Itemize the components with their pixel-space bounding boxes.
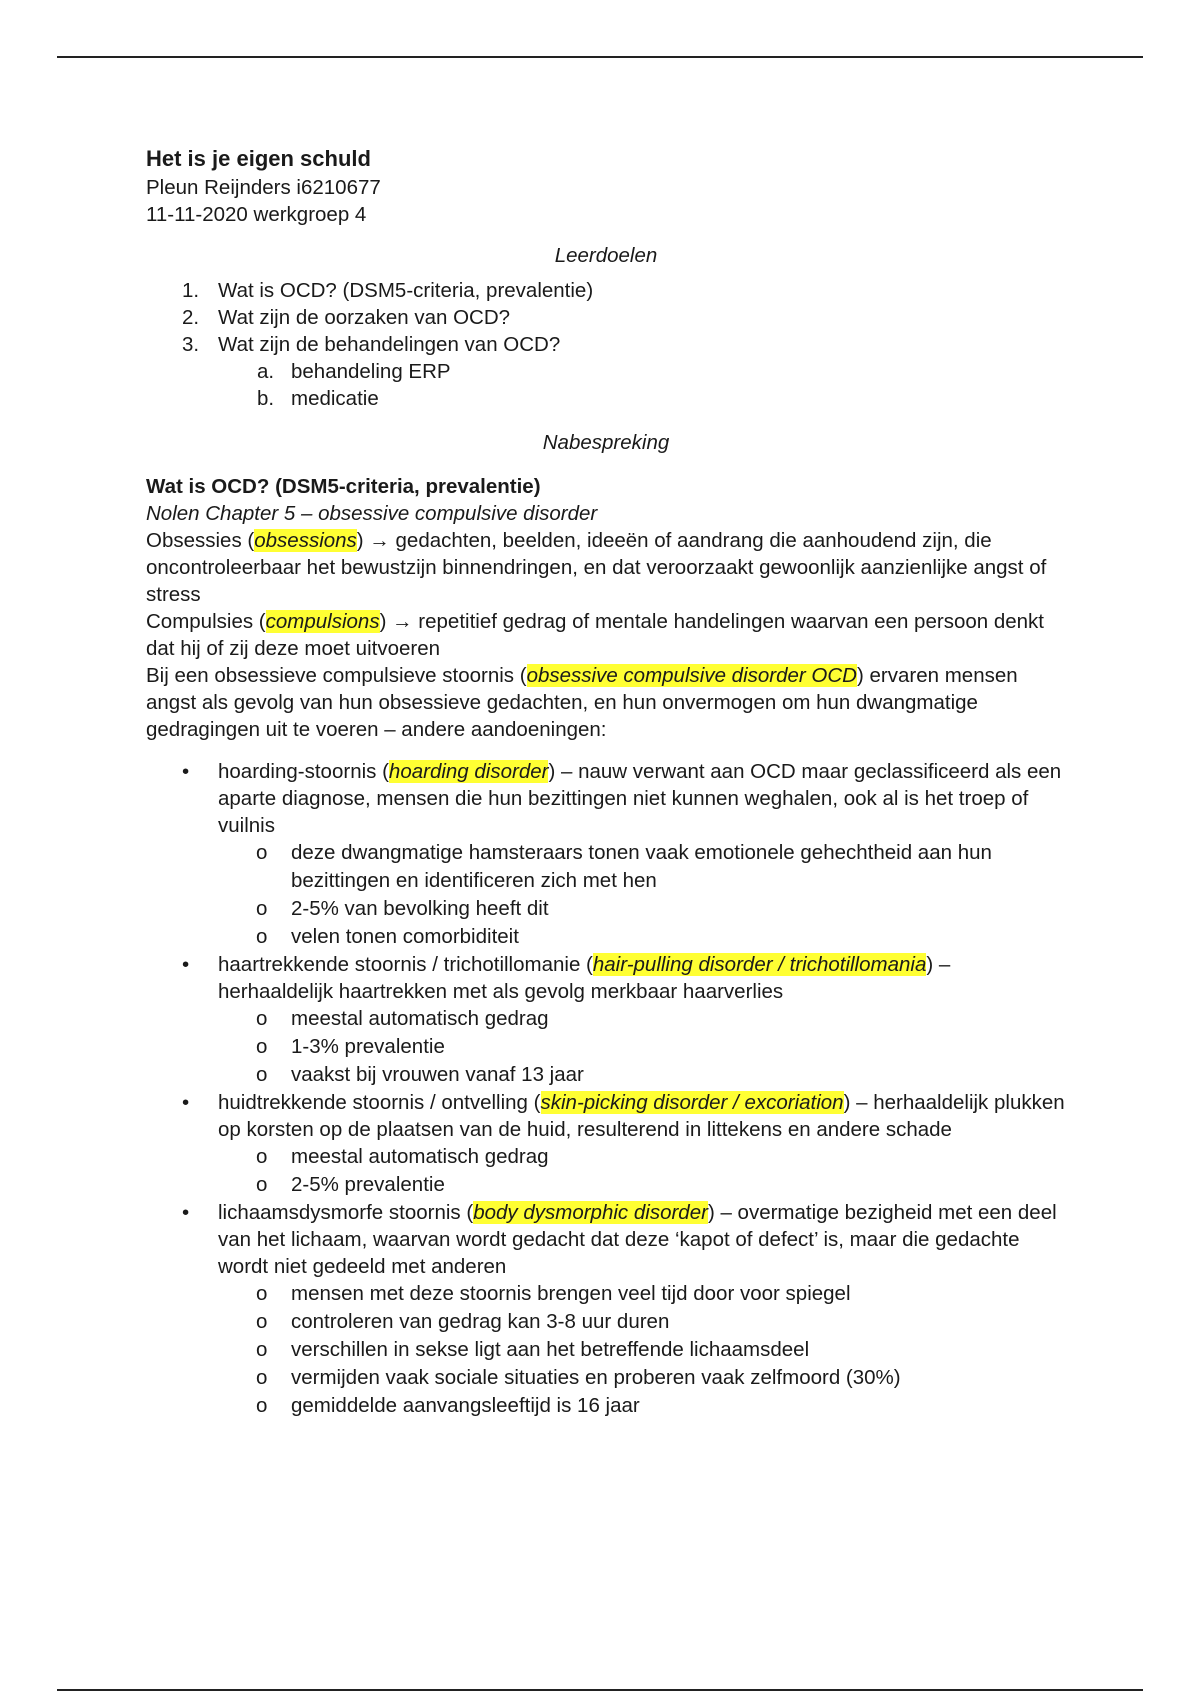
list-item: 1. Wat is OCD? (DSM5-criteria, prevalentie) <box>182 279 594 302</box>
circle-bullet-icon: o <box>256 925 268 948</box>
paragraph-obsessions: Obsessies (obsessions) → gedachten, beelden, ideeën of aandrang die aanhoudend zijn, die oncontroleerbaar het bewustzijn binnendringen, en dat veroorzaakt gewoonlijk aanzienlijke angst of stress <box>146 529 1047 606</box>
list-item: o velen tonen comorbiditeit <box>218 923 1066 951</box>
circle-bullet-icon: o <box>256 1366 268 1389</box>
list-item: b. medicatie <box>257 387 379 410</box>
list-item: a. behandeling ERP <box>257 360 451 383</box>
list-item: • huidtrekkende stoornis / ontvelling (skin-picking disorder / excoriation) – herhaaldelijk plukken op korsten op de plaatsen van de huid, resulterend in littekens en andere schade o meestal automatisch gedrag o 2-5% prevalentie <box>146 1089 1066 1199</box>
list-item: o verschillen in sekse ligt aan het betreffende lichaamsdeel <box>218 1336 1066 1364</box>
list-item: 2. Wat zijn de oorzaken van OCD? <box>182 306 511 329</box>
subpoints-list <box>218 839 1066 951</box>
bullet-icon: • <box>182 760 190 783</box>
circle-bullet-icon: o <box>256 841 268 864</box>
goals-sublist <box>218 358 1066 412</box>
date-group-line: 11-11-2020 werkgroep 4 <box>146 203 367 226</box>
document-title: Het is je eigen schuld <box>146 146 371 171</box>
circle-bullet-icon: o <box>256 1282 268 1305</box>
highlight-term: hair-pulling disorder / trichotillomania <box>592 953 927 976</box>
highlight-term: skin-picking disorder / excoriation <box>540 1091 844 1114</box>
list-item: o mensen met deze stoornis brengen veel tijd door voor spiegel <box>218 1280 1066 1308</box>
list-item: o meestal automatisch gedrag <box>218 1143 1066 1171</box>
list-item: o meestal automatisch gedrag <box>218 1005 1066 1033</box>
document-body <box>146 144 1066 1420</box>
circle-bullet-icon: o <box>256 1338 268 1361</box>
bullet-icon: • <box>182 1091 190 1114</box>
source-line: Nolen Chapter 5 – obsessive compulsive disorder <box>146 502 598 525</box>
top-rule <box>57 56 1143 58</box>
circle-bullet-icon: o <box>256 1394 268 1417</box>
author-line: Pleun Reijnders i6210677 <box>146 176 381 199</box>
list-item: o controleren van gedrag kan 3-8 uur duren <box>218 1308 1066 1336</box>
list-item: • haartrekkende stoornis / trichotillomanie (hair-pulling disorder / trichotillomania) – herhaaldelijk haartrekken met als gevolg merkbaar haarverlies o meestal automatisch gedrag o 1-3% prevalentie o vaakst bij vrouwen vanaf 13 jaar <box>146 951 1066 1089</box>
bottom-rule <box>57 1689 1143 1691</box>
debrief-heading: Nabespreking <box>542 431 670 454</box>
circle-bullet-icon: o <box>256 1145 268 1168</box>
list-item: o gemiddelde aanvangsleeftijd is 16 jaar <box>218 1392 1066 1420</box>
list-item: o 1-3% prevalentie <box>218 1033 1066 1061</box>
bullet-icon: • <box>182 953 190 976</box>
section-title: Wat is OCD? (DSM5-criteria, prevalentie) <box>146 475 541 498</box>
circle-bullet-icon: o <box>256 1063 268 1086</box>
highlight-term: obsessive compulsive disorder OCD <box>526 664 857 687</box>
subpoints-list <box>218 1005 1066 1089</box>
highlight-term: obsessions <box>254 529 357 552</box>
highlight-term: hoarding disorder <box>388 760 549 783</box>
goals-list <box>146 277 1066 412</box>
circle-bullet-icon: o <box>256 897 268 920</box>
list-item: o 2-5% van bevolking heeft dit <box>218 895 1066 923</box>
disorders-list <box>146 758 1066 1420</box>
circle-bullet-icon: o <box>256 1007 268 1030</box>
list-item: o vermijden vaak sociale situaties en proberen vaak zelfmoord (30%) <box>218 1364 1066 1392</box>
list-item: o deze dwangmatige hamsteraars tonen vaak emotionele gehechtheid aan hun bezittingen en identificeren zich met hen <box>256 841 992 892</box>
subpoints-list <box>218 1280 1066 1420</box>
paragraph-ocd: Bij een obsessieve compulsieve stoornis (obsessive compulsive disorder OCD) ervaren mensen angst als gevolg van hun obsessieve gedachten, en hun onvermogen om hun dwangmatige gedragingen uit te voeren – andere aandoeningen: <box>146 664 1018 741</box>
circle-bullet-icon: o <box>256 1310 268 1333</box>
list-item: • hoarding-stoornis (hoarding disorder) – nauw verwant aan OCD maar geclassificeerd als een aparte diagnose, mensen die hun bezittingen niet kunnen weghalen, ook al is het troep of vuilnis o deze dwangmatige hamsteraars tonen vaak emotionele gehechtheid aan hun bezittingen en identificeren zich met hen o 2-5% van bevolking heeft dit o velen tonen comorbiditeit <box>146 758 1066 951</box>
list-item: o 2-5% prevalentie <box>218 1171 1066 1199</box>
list-item: 3. Wat zijn de behandelingen van OCD? a. behandeling ERP b. medicatie <box>146 331 1066 412</box>
highlight-term: body dysmorphic disorder <box>473 1201 708 1224</box>
highlight-term: compulsions <box>265 610 380 633</box>
circle-bullet-icon: o <box>256 1173 268 1196</box>
list-item: • lichaamsdysmorfe stoornis (body dysmorphic disorder) – overmatige bezigheid met een deel van het lichaam, waarvan wordt gedacht dat deze ‘kapot of defect’ is, maar die gedachte wordt niet gedeeld met anderen o mensen met deze stoornis brengen veel tijd door voor spiegel o controleren van gedrag kan 3-8 uur duren o verschillen in sekse ligt aan het betreffende lichaamsdeel o vermijden vaak sociale situaties en proberen vaak zelfmoord (30%) o gemiddelde aanvangsleeftijd is 16 jaar <box>146 1199 1066 1420</box>
subpoints-list <box>218 1143 1066 1199</box>
paragraph-compulsions: Compulsies (compulsions) → repetitief gedrag of mentale handelingen waarvan een persoon denkt dat hij of zij deze moet uitvoeren <box>146 610 1044 660</box>
goals-heading: Leerdoelen <box>554 244 658 267</box>
circle-bullet-icon: o <box>256 1035 268 1058</box>
list-item: o vaakst bij vrouwen vanaf 13 jaar <box>218 1061 1066 1089</box>
bullet-icon: • <box>182 1201 190 1224</box>
